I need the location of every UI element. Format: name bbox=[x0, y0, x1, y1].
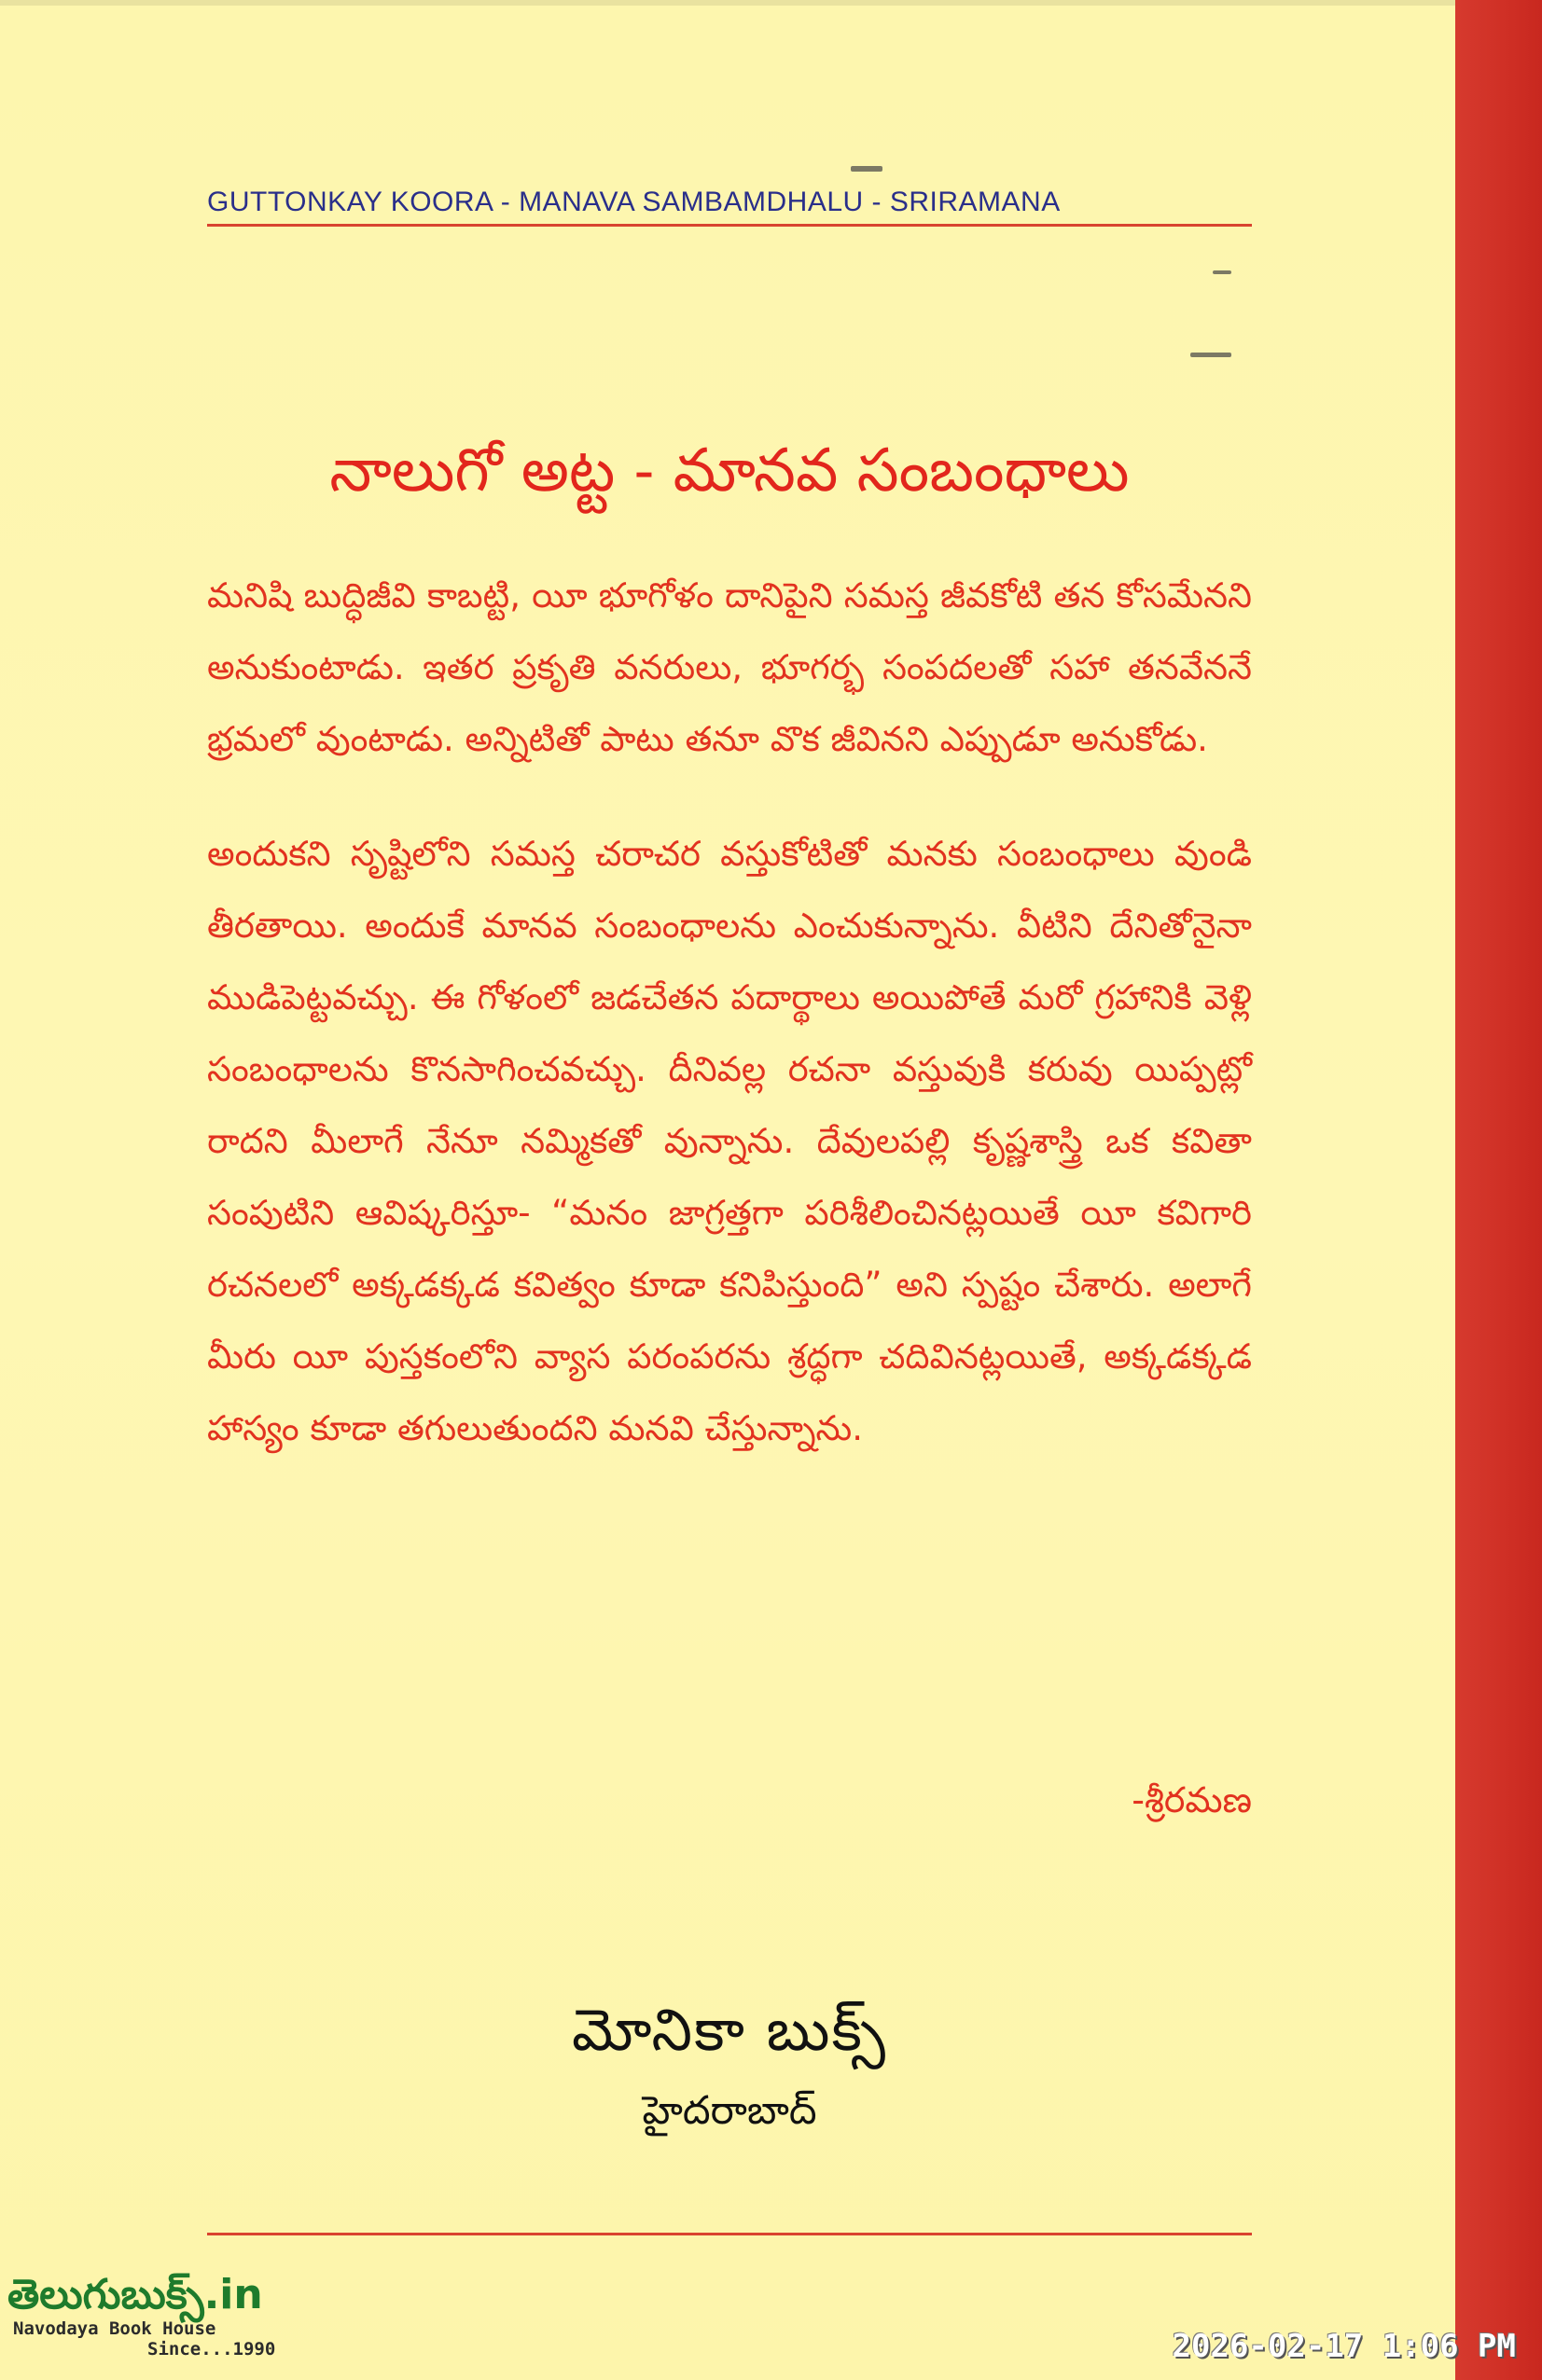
book-spine bbox=[1455, 0, 1542, 2380]
print-scuff bbox=[851, 166, 882, 172]
header-rule bbox=[207, 224, 1252, 227]
print-scuff bbox=[1190, 353, 1231, 357]
watermark-line-1: Navodaya Book House bbox=[13, 2318, 216, 2339]
series-title: GUTTONKAY KOORA - MANAVA SAMBAMDHALU - SRIRAMANA bbox=[207, 187, 1061, 217]
watermark-logo-text: తెలుగుబుక్స్ bbox=[7, 2271, 204, 2318]
paragraph-2: అందుకని సృష్టిలోని సమస్త చరాచర వస్తుకోటితో మనకు సంబంధాలు వుండి తీరతాయి. అందుకే మానవ సంబంధాలను ఎంచుకున్నాను. వీటిని దేనితోనైనా ముడిపెట్టవచ్చు. ఈ గోళంలో జడచేతన పదార్థాలు అయిపోతే మరో గ్రహానికి వెళ్లి సంబంధాలను కొనసాగించవచ్చు. దీనివల్ల రచనా వస్తువుకి కరువు యిప్పట్లో రాదని మీలాగే నేనూ నమ్మికతో వున్నాను. దేవులపల్లి కృష్ణశాస్త్రి ఒక కవితా సంపుటిని ఆవిష్కరిస్తూ- “మనం జాగ్రత్తగా పరిశీలించినట్లయితే యీ కవిగారి రచనలలో అక్కడక్కడ కవిత్వం కూడా కనిపిస్తుంది” అని స్పష్టం చేశారు. అలాగే మీరు యీ పుస్తకంలోని వ్యాస పరంపరను శ్రద్ధగా చదివినట్లయితే, అక్కడక్కడ హాస్యం కూడా తగులుతుందని మనవి చేస్తున్నాను. bbox=[207, 834, 1252, 1448]
page-heading: నాలుగో అట్ట - మానవ సంబంధాలు bbox=[329, 436, 1130, 505]
site-watermark bbox=[7, 2272, 297, 2359]
body-text bbox=[207, 560, 1252, 1507]
publisher-name: మోనికా బుక్స్ bbox=[571, 1996, 888, 2064]
watermark-line-2: Since...1990 bbox=[147, 2339, 276, 2359]
watermark-logo-suffix: .in bbox=[203, 2271, 263, 2318]
top-edge bbox=[0, 0, 1455, 6]
paragraph-1: మనిషి బుద్ధిజీవి కాబట్టి, యీ భూగోళం దానిపైని సమస్త జీవకోటి తన కోసమేనని అనుకుంటాడు. ఇతర ప్రకృతి వనరులు, భూగర్భ సంపదలతో సహా తనవేననే భ్రమలో వుంటాడు. అన్నిటితో పాటు తనూ వొక జీవినని ఎప్పుడూ అనుకోడు. bbox=[207, 575, 1252, 759]
footer-rule bbox=[207, 2233, 1252, 2235]
author-signature: -శ్రీరమణ bbox=[1132, 1779, 1252, 1820]
print-scuff bbox=[1213, 270, 1231, 274]
publisher-city: హైదరాబాద్ bbox=[642, 2087, 817, 2133]
scan-timestamp: 2026-02-17 1:06 PM bbox=[1172, 2328, 1516, 2365]
watermark-logo bbox=[7, 2272, 297, 2318]
